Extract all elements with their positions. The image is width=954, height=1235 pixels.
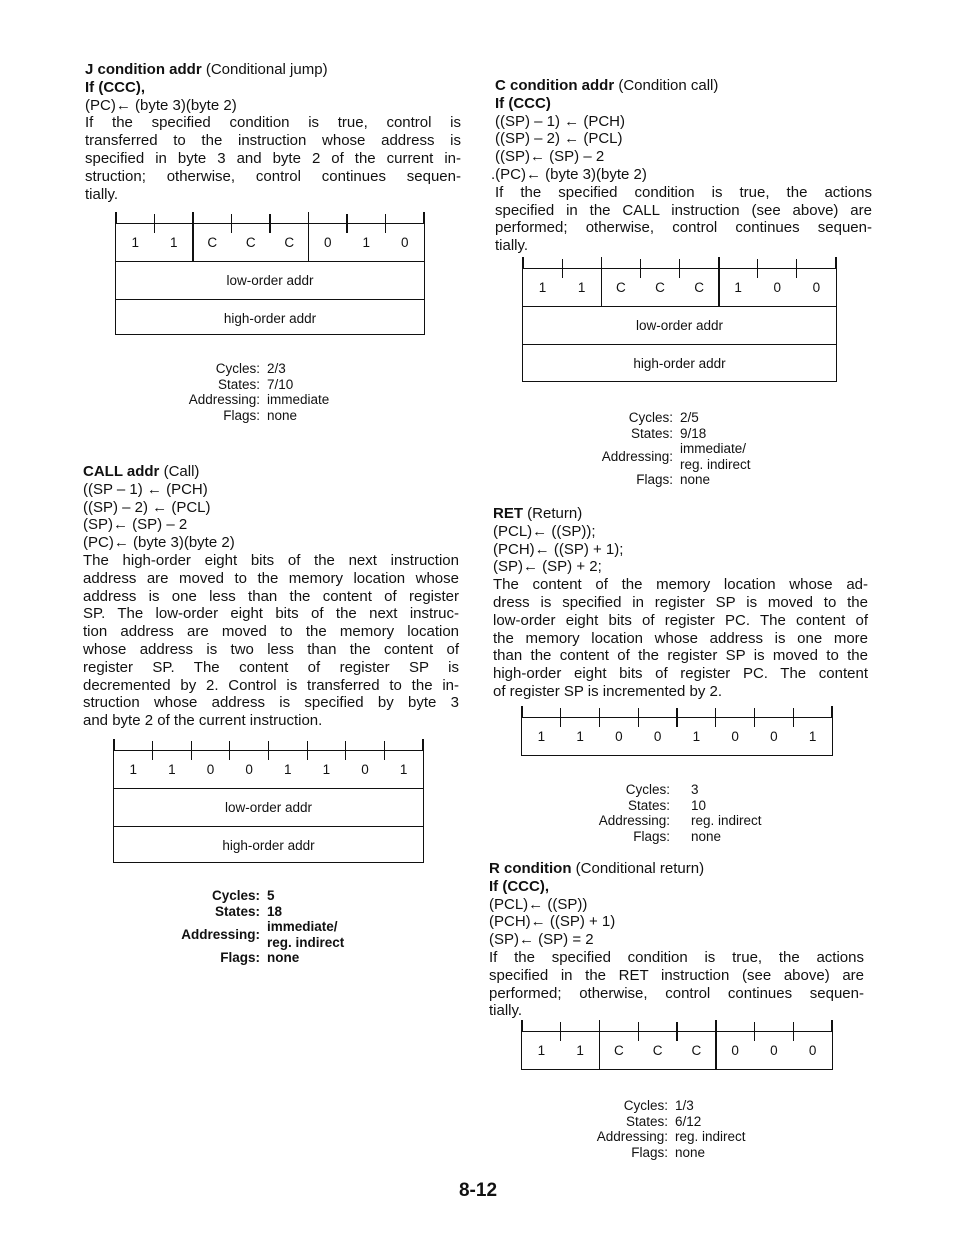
bit-tick [560, 708, 561, 727]
bit-tick [346, 214, 347, 233]
opcode-bit: 0 [361, 762, 369, 777]
opcode-bit: 1 [538, 280, 547, 295]
opcode-bit: C [655, 280, 665, 295]
bit-tick [152, 741, 153, 760]
bit-row-edge [835, 257, 837, 269]
opcode-bit: 0 [770, 729, 778, 744]
jcond-mnemonic: J condition addr [85, 61, 202, 78]
ret-desc-line: The content of the memory location whose ad- [493, 576, 868, 594]
bit-tick [599, 708, 600, 727]
bit-tick [754, 708, 755, 727]
call-low-order-row: low-order addr [114, 789, 423, 827]
bit-tick [191, 741, 192, 760]
opcode-bit: C [615, 280, 626, 295]
rcond-name: (Conditional return) [575, 860, 705, 877]
rcond-desc-line: If the specified condition is true, the actions [489, 948, 864, 966]
ccond-high-order-row: high-order addr [633, 356, 726, 371]
rcond-line: If (CCC), [489, 877, 549, 895]
ret-desc-line: the memory location whose address is one more [493, 629, 868, 647]
opcode-bit: 1 [169, 235, 178, 250]
bit-row-edge [831, 706, 833, 718]
bit-tick [715, 708, 716, 727]
call-desc-line: address are moved to the memory location whose [83, 569, 459, 587]
bit-row-edge [113, 739, 115, 751]
bit-tick [154, 214, 155, 233]
states-value: 6/12 [675, 1113, 702, 1129]
call-desc-line: register SP. The content of register SP is [83, 658, 459, 676]
cycles-label: Cycles: [625, 782, 670, 797]
bit-tick [268, 741, 269, 760]
ret-desc-line: low-order eight bits of register PC. The content of [493, 611, 868, 629]
states-value: 7/10 [267, 376, 294, 392]
ccond-line: .(PC)← (byte 3)(byte 2) [491, 165, 647, 183]
call-line: ((SP – 1) ← (PCH) [83, 480, 208, 498]
opcode-bit: 1 [322, 762, 331, 777]
ret-line: (SP)← (SP) + 2; [493, 558, 602, 576]
flags-label: Flags: [636, 472, 673, 487]
call-desc-line: and byte 2 of the current instruction. [83, 712, 323, 730]
rcond-section [489, 860, 864, 1020]
opcode-bit: C [207, 235, 218, 250]
ccond-name: (Condition call) [618, 77, 719, 94]
opcode-bit: 1 [537, 1043, 546, 1058]
bit-tick [796, 259, 797, 278]
ccond-mnemonic: C condition addr [495, 77, 615, 94]
bit-tick [638, 1022, 639, 1041]
flags-label: Flags: [633, 828, 670, 844]
jcond-desc-line: specified in byte 3 and byte 2 of the current in- [85, 149, 461, 167]
ccond-opcode-diagram [522, 268, 837, 382]
call-bit-row [114, 751, 423, 789]
cycles-label: Cycles: [215, 361, 260, 376]
opcode-bit: 0 [323, 235, 332, 250]
ret-heading [493, 505, 868, 523]
cycles-value: 5 [267, 888, 275, 903]
call-heading [83, 463, 459, 481]
opcode-bit: 0 [731, 729, 739, 744]
opcode-bit: 0 [206, 762, 215, 777]
bit-tick [385, 214, 386, 233]
call-description [83, 552, 459, 730]
bit-row-edge [521, 706, 523, 718]
jcond-desc-line: If the specified condition is true, control is [85, 114, 461, 132]
ret-section [493, 505, 868, 701]
opcode-bit: 0 [770, 1043, 778, 1058]
jcond-line: If (CCC), [85, 78, 145, 96]
flags-value: none [267, 407, 298, 423]
call-desc-line: The high-order eight bits of the next instruction [83, 551, 459, 569]
ccond-description [495, 184, 872, 255]
opcode-bit: 1 [808, 729, 817, 744]
opcode-bit: C [245, 235, 256, 250]
flags-value: none [680, 472, 711, 487]
call-high-order-row: high-order addr [222, 838, 315, 853]
states-label: States: [217, 376, 260, 392]
flags-label: Flags: [631, 1144, 668, 1160]
opcode-bit: 1 [168, 762, 176, 777]
flags-label: Flags: [220, 950, 260, 965]
opcode-bit: 1 [577, 280, 586, 295]
call-mnemonic: CALL addr [83, 463, 160, 480]
ccond-line: ((SP)← (SP) – 2 [495, 148, 605, 166]
ccond-desc-line: tially. [495, 237, 529, 255]
states-value: 18 [267, 903, 283, 919]
ret-mnemonic: RET [493, 505, 523, 522]
cycles-label: Cycles: [628, 410, 673, 425]
bit-tick [269, 214, 270, 233]
bit-tick [793, 1022, 794, 1041]
bit-tick [793, 708, 794, 727]
flags-value: none [675, 1144, 706, 1160]
ccond-heading [495, 77, 872, 95]
opcode-bit: C [284, 235, 295, 250]
cycles-label: Cycles: [211, 888, 260, 903]
bit-tick [345, 741, 346, 760]
ret-stats [560, 782, 800, 844]
rcond-mnemonic: R condition [489, 860, 572, 877]
cycles-value: 3 [691, 782, 699, 797]
call-desc-line: tion address are moved to the memory location [83, 623, 459, 641]
bit-tick [679, 259, 680, 278]
addressing-value: reg. indirect [691, 813, 762, 828]
ret-line: (PCL)← ((SP)); [493, 522, 596, 540]
states-value: 9/18 [680, 425, 707, 441]
call-name: (Call) [163, 463, 200, 480]
states-label: States: [627, 797, 670, 813]
call-desc-line: whose address is two less than the content of [83, 640, 459, 658]
states-value: 10 [691, 797, 707, 813]
jcond-high-order-row: high-order addr [223, 311, 317, 326]
states-label: States: [625, 1113, 668, 1129]
bit-tick [231, 214, 232, 233]
jcond-desc-line: struction; otherwise, control continues sequen- [85, 167, 461, 185]
opcode-bit: 0 [773, 280, 782, 295]
addressing-value [267, 919, 344, 950]
rcond-desc-line: performed; otherwise, control continues sequen- [489, 984, 864, 1002]
bit-tick [560, 1022, 561, 1041]
opcode-bit: 1 [284, 762, 292, 777]
jcond-description [85, 114, 461, 203]
addressing-value: reg. indirect [675, 1129, 746, 1144]
jcond-desc-line: transferred to the instruction whose address is [85, 132, 461, 150]
rcond-bit-row [522, 1032, 832, 1069]
call-desc-line: decremented by 2. Control is transferred to the in- [83, 676, 459, 694]
field-divider [599, 1020, 601, 1069]
field-divider [718, 257, 720, 306]
rcond-desc-line: specified in the RET instruction (see above) are [489, 966, 864, 984]
call-stats [150, 888, 390, 966]
opcode-bit: 0 [731, 1043, 739, 1058]
addressing-value-line: immediate/ [680, 441, 747, 456]
rcond-line: (SP)← (SP) = 2 [489, 931, 594, 949]
flags-value: none [691, 828, 722, 844]
bit-tick [307, 741, 308, 760]
bit-tick [676, 1022, 677, 1041]
bit-tick [676, 708, 677, 727]
bit-tick [562, 259, 563, 278]
opcode-bit: 1 [692, 729, 701, 744]
opcode-bit: C [652, 1043, 663, 1058]
ret-opcode-diagram [521, 717, 833, 756]
opcode-bit: 0 [812, 280, 821, 295]
field-divider [715, 1020, 717, 1069]
bit-row-edge [521, 1020, 523, 1032]
call-desc-line: struction whose address is specified by byte 3 [83, 694, 459, 712]
opcode-bit: 1 [399, 762, 408, 777]
bit-tick [754, 1022, 755, 1041]
states-label: States: [630, 425, 673, 441]
bit-row-edge [831, 1020, 833, 1032]
jcond-heading [85, 61, 461, 79]
opcode-bit: C [691, 1043, 702, 1058]
ccond-line: ((SP) – 1) ← (PCH) [495, 112, 626, 130]
opcode-bit: 1 [734, 280, 742, 295]
jcond-low-order-row: low-order addr [116, 262, 424, 300]
bit-tick [638, 708, 639, 727]
flags-value: none [267, 950, 300, 965]
call-line: (SP)← (SP) – 2 [83, 516, 188, 534]
opcode-bit: 0 [245, 762, 253, 777]
addressing-label: Addressing: [598, 813, 670, 828]
ret-name: (Return) [527, 505, 583, 522]
opcode-bit: C [694, 280, 704, 295]
jcond-name: (Conditional jump) [205, 61, 328, 78]
bit-row-edge [422, 739, 424, 751]
ccond-desc-line: specified in the CALL instruction (see above) are [495, 201, 872, 219]
bit-tick [640, 259, 641, 278]
call-line: (PC)← (byte 3)(byte 2) [83, 534, 235, 552]
ccond-line: ((SP) – 2) ← (PCL) [495, 130, 623, 148]
ccond-stats [563, 410, 803, 488]
rcond-line: (PCL)← ((SP)) [489, 895, 588, 913]
opcode-bit: 1 [576, 729, 584, 744]
ret-description [493, 576, 868, 701]
opcode-bit: 1 [129, 762, 138, 777]
ret-bit-row [522, 718, 832, 755]
opcode-bit: 1 [537, 729, 546, 744]
ccond-line: If (CCC) [495, 94, 551, 112]
page-number: 8-12 [458, 1180, 498, 1201]
field-divider [192, 212, 194, 261]
rcond-desc-line: tially. [489, 1002, 523, 1020]
jcond-opcode-diagram [115, 223, 425, 335]
call-desc-line: address is one less than the content of register [83, 587, 459, 605]
states-label: States: [214, 903, 260, 919]
ccond-section [491, 77, 872, 255]
opcode-bit: 1 [576, 1043, 584, 1058]
bit-row-edge [115, 212, 117, 224]
jcond-desc-line: tially. [85, 185, 119, 203]
field-divider [308, 212, 310, 261]
jcond-line: (PC)← (byte 3)(byte 2) [85, 96, 237, 114]
cycles-label: Cycles: [623, 1098, 668, 1113]
opcode-bit: 1 [362, 235, 370, 250]
addressing-label: Addressing: [596, 1129, 668, 1144]
ret-desc-line: of register SP is incremented by 2. [493, 682, 722, 700]
ret-desc-line: than the content of the register SP is moved to the [493, 647, 868, 665]
ccond-bit-row [523, 269, 836, 307]
call-section [83, 463, 459, 730]
addressing-value-line: reg. indirect [267, 934, 345, 950]
addressing-value [680, 441, 751, 472]
call-opcode-diagram [113, 750, 424, 863]
addressing-label: Addressing: [188, 392, 260, 407]
bit-tick [757, 259, 758, 278]
addressing-value: immediate [267, 392, 330, 407]
jcond-section [85, 61, 461, 203]
ccond-low-order-row: low-order addr [523, 307, 836, 345]
ccond-desc-line: If the specified condition is true, the actions [495, 183, 872, 201]
ret-desc-line: dress is specified in register SP is moved to the [493, 593, 868, 611]
cycles-value: 2/5 [680, 410, 699, 425]
jcond-bit-row [116, 224, 424, 262]
call-line: ((SP) – 2) ← (PCL) [83, 498, 211, 516]
rcond-stats [558, 1098, 798, 1160]
addressing-value-line: immediate/ [267, 919, 338, 934]
bit-row-edge [423, 212, 425, 224]
opcode-bit: 1 [131, 235, 139, 250]
bit-tick [384, 741, 385, 760]
bit-tick [229, 741, 230, 760]
call-desc-line: SP. The low-order eight bits of the next instruc- [83, 605, 459, 623]
rcond-description [489, 949, 864, 1020]
opcode-bit: 0 [615, 729, 623, 744]
ret-line: (PCH)← ((SP) + 1); [493, 540, 624, 558]
field-divider [601, 257, 603, 306]
addressing-label: Addressing: [601, 448, 673, 464]
jcond-stats [150, 361, 390, 423]
rcond-line: (PCH)← ((SP) + 1) [489, 913, 616, 931]
addressing-value-line: reg. indirect [680, 456, 751, 472]
opcode-bit: 0 [653, 729, 662, 744]
rcond-heading [489, 860, 864, 878]
cycles-value: 1/3 [675, 1098, 694, 1113]
opcode-bit: C [614, 1043, 624, 1058]
ccond-desc-line: performed; otherwise, control continues sequen- [495, 219, 872, 237]
rcond-opcode-diagram [521, 1031, 833, 1070]
flags-label: Flags: [223, 407, 260, 423]
opcode-bit: 0 [400, 235, 409, 250]
ret-desc-line: high-order eight bits of register PC. The content [493, 665, 868, 683]
cycles-value: 2/3 [267, 361, 286, 376]
bit-row-edge [522, 257, 524, 269]
opcode-bit: 0 [808, 1043, 817, 1058]
addressing-label: Addressing: [181, 926, 260, 942]
